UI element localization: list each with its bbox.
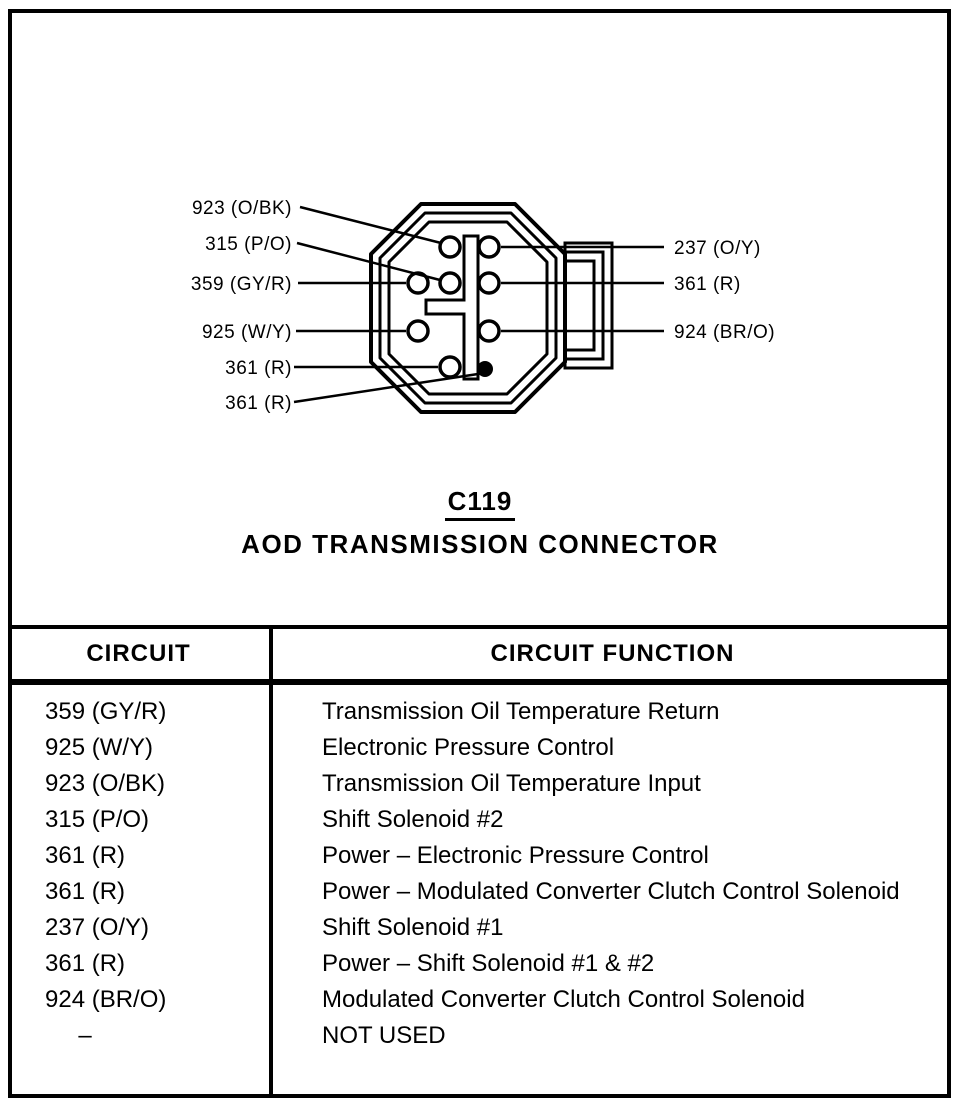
circuit-cell: 925 (W/Y)	[45, 734, 154, 761]
table-header-rule	[8, 679, 951, 685]
wire-label: 925 (W/Y)	[201, 322, 292, 343]
table-row	[8, 1018, 951, 1054]
function-cell: Shift Solenoid #1	[322, 914, 504, 941]
connector-pin-filled	[477, 361, 493, 377]
circuit-cell: 237 (O/Y)	[45, 914, 150, 941]
circuit-cell: 315 (P/O)	[45, 806, 150, 833]
wire-label: 923 (O/BK)	[191, 198, 292, 219]
wire-label: 361 (R)	[225, 358, 292, 379]
wire-label: 361 (R)	[225, 393, 292, 414]
function-cell: NOT USED	[322, 1022, 446, 1049]
table-row	[8, 694, 951, 730]
wire-label: 924 (BR/O)	[674, 322, 776, 343]
function-cell: Power – Electronic Pressure Control	[322, 842, 709, 869]
connector-pin	[440, 237, 460, 257]
wire-label: 237 (O/Y)	[674, 238, 761, 259]
connector-pin	[440, 273, 460, 293]
function-cell: Shift Solenoid #2	[322, 806, 504, 833]
column-header-circuit: CIRCUIT	[86, 640, 191, 667]
connector-pin	[440, 357, 460, 377]
table-row	[8, 982, 951, 1018]
function-cell: Power – Modulated Converter Clutch Control Solenoid	[322, 878, 900, 905]
circuit-cell: 359 (GY/R)	[45, 698, 167, 725]
connector-pin	[479, 237, 499, 257]
connector-id-text: C119	[445, 486, 516, 521]
function-cell: Electronic Pressure Control	[322, 734, 615, 761]
table-row	[8, 802, 951, 838]
function-cell: Modulated Converter Clutch Control Solenoid	[322, 986, 805, 1013]
connector-title: AOD TRANSMISSION CONNECTOR	[241, 529, 719, 559]
column-header-function: CIRCUIT FUNCTION	[490, 640, 735, 667]
circuit-cell: 923 (O/BK)	[45, 770, 166, 797]
circuit-cell: 361 (R)	[45, 950, 126, 977]
wire-label: 361 (R)	[674, 274, 741, 295]
circuit-cell: 361 (R)	[45, 842, 126, 869]
circuit-cell: –	[45, 1022, 92, 1049]
table-row	[8, 766, 951, 802]
connector-pin	[479, 321, 499, 341]
table-row	[8, 910, 951, 946]
connector-pin	[408, 321, 428, 341]
function-cell: Transmission Oil Temperature Input	[322, 770, 701, 797]
table-row	[8, 838, 951, 874]
table-top-rule	[8, 625, 951, 629]
table-row	[8, 946, 951, 982]
wire-label: 315 (P/O)	[205, 234, 292, 255]
circuit-cell: 361 (R)	[45, 878, 126, 905]
connector-tab-middle	[565, 252, 603, 359]
table-row	[8, 730, 951, 766]
connector-tab-inner	[565, 261, 594, 350]
circuit-cell: 924 (BR/O)	[45, 986, 167, 1013]
function-cell: Power – Shift Solenoid #1 & #2	[322, 950, 655, 977]
circuit-table-body	[8, 694, 951, 1054]
wire-label: 359 (GY/R)	[190, 274, 292, 295]
table-row	[8, 874, 951, 910]
function-cell: Transmission Oil Temperature Return	[322, 698, 720, 725]
connector-pin	[479, 273, 499, 293]
connector-id-heading	[0, 486, 960, 521]
